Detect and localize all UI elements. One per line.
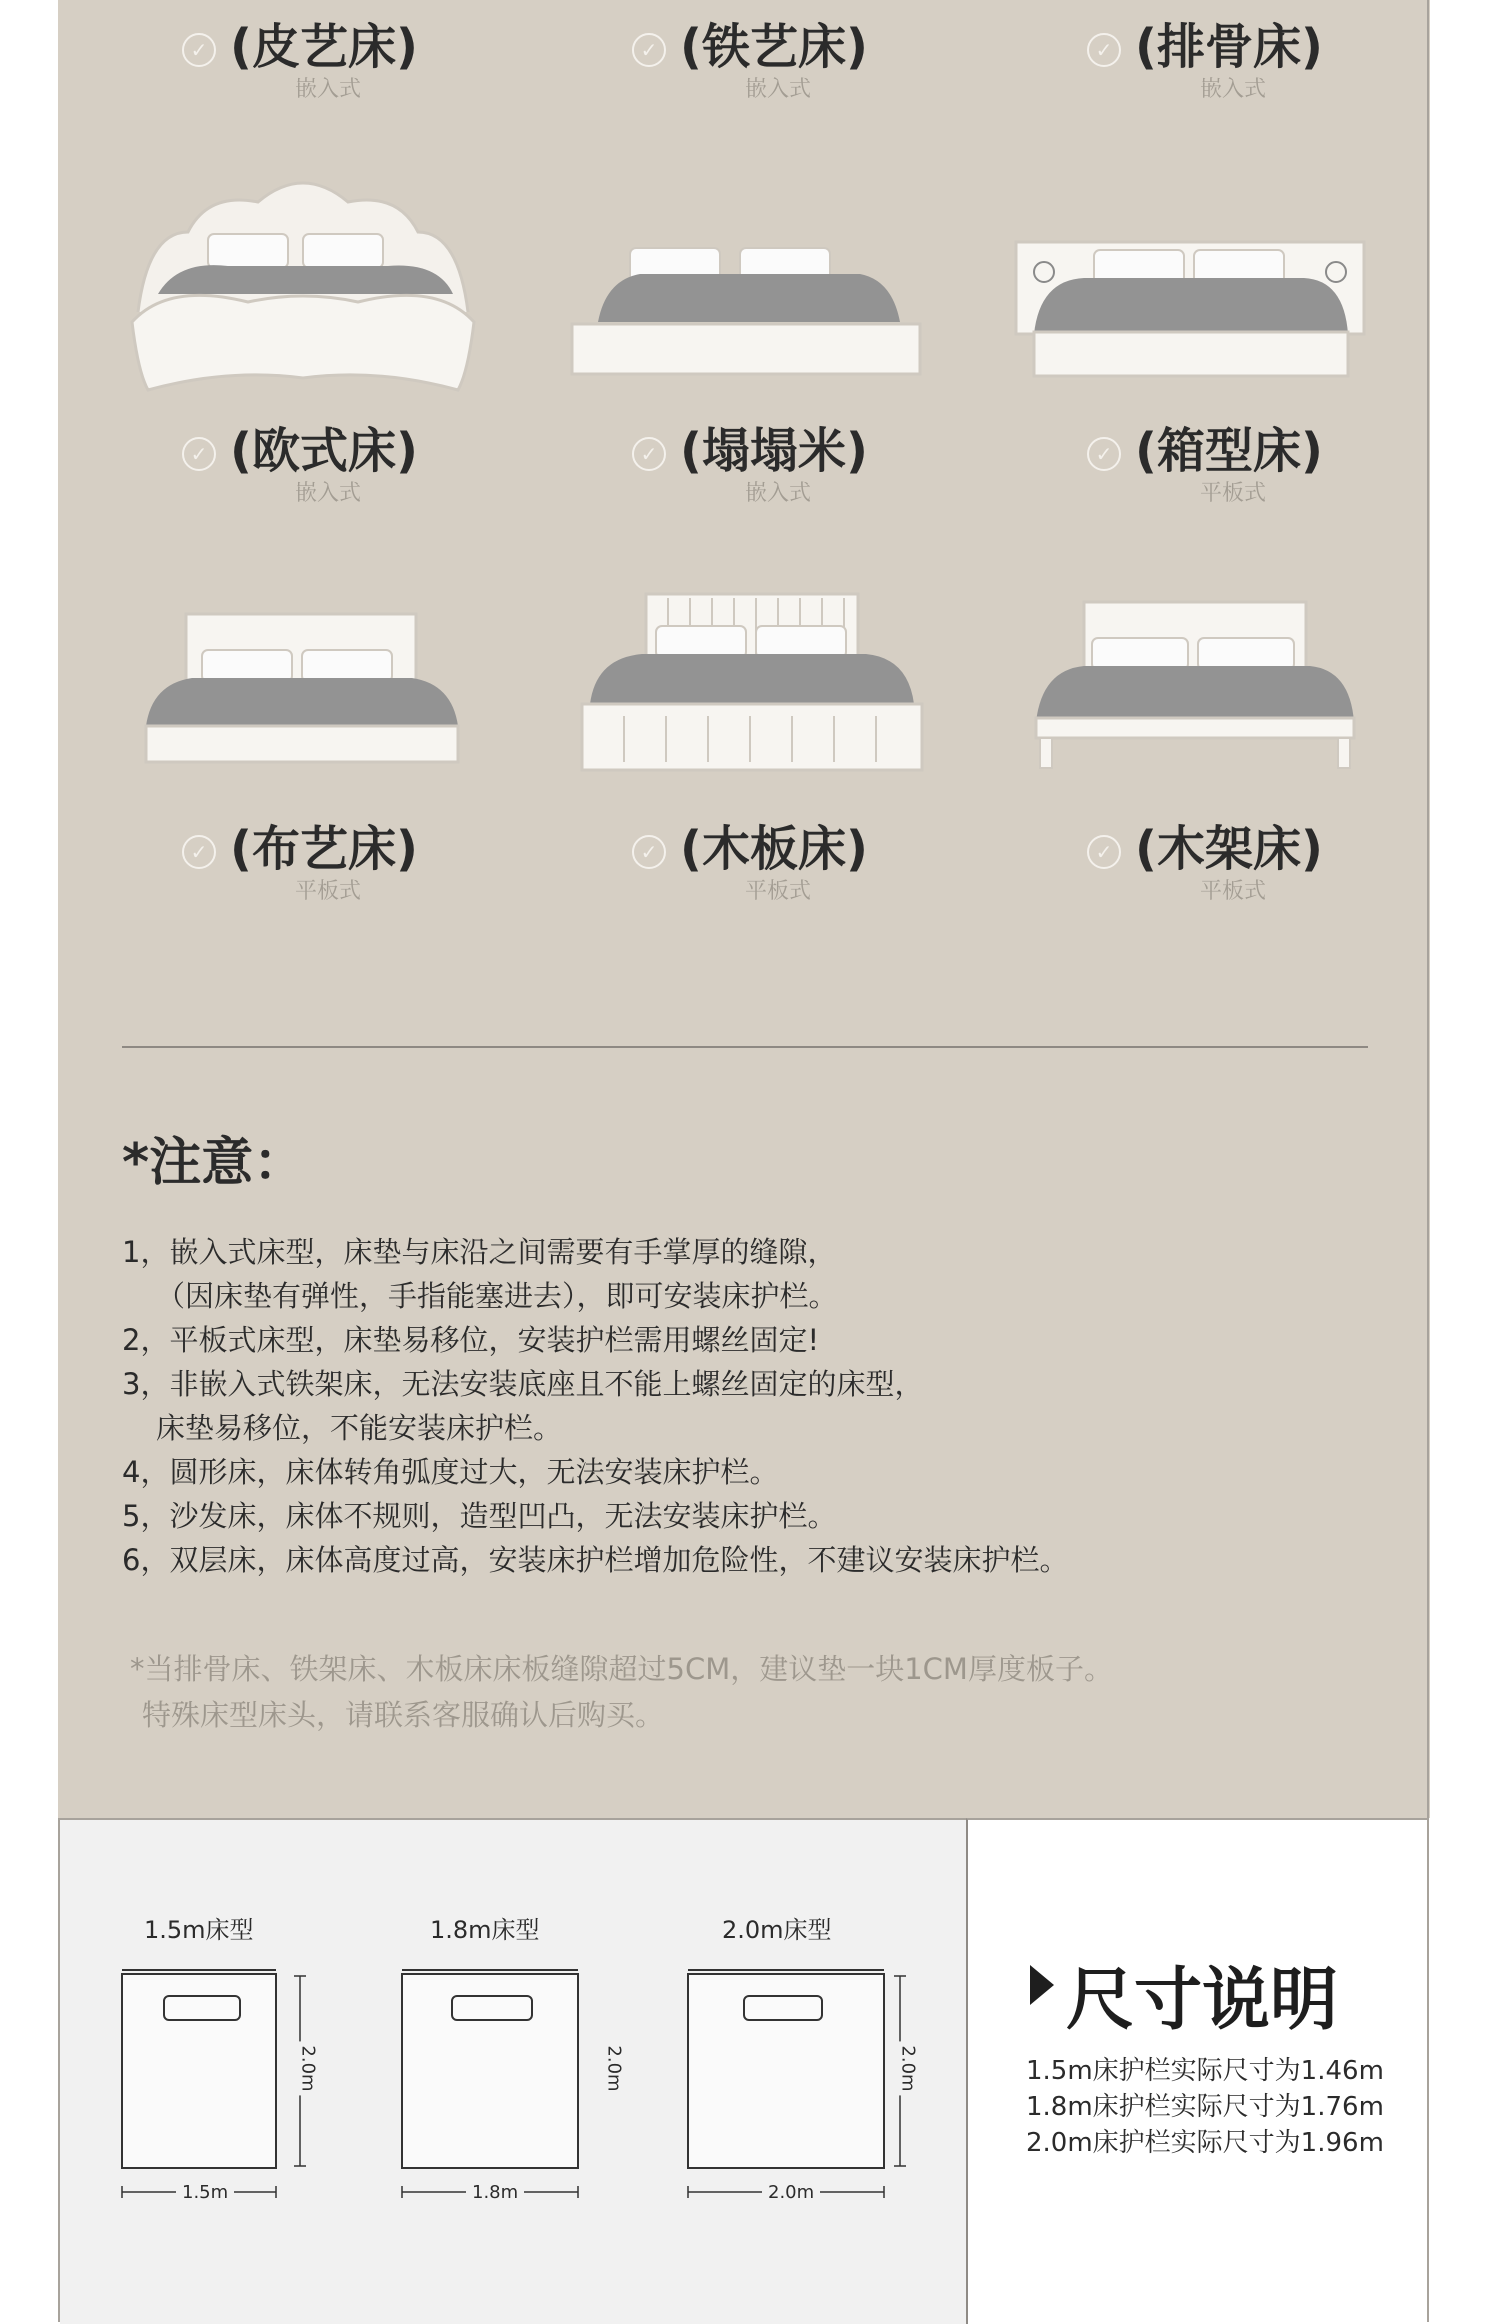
size-spec-line: 1.5m床护栏实际尺寸为1.46m (1026, 2056, 1384, 2086)
check-circle-icon: ✓ (632, 835, 666, 869)
size-spec-line: 1.8m床护栏实际尺寸为1.76m (1026, 2092, 1384, 2122)
tip-line: *当排骨床、铁架床、木板床床板缝隙超过5CM，建议垫一块1CM厚度板子。 (130, 1652, 1113, 1686)
bed-name: ✓ (箱型床) (995, 412, 1415, 481)
size-label-1-8: 1.8m床型 (430, 1916, 540, 1944)
check-circle-icon: ✓ (1087, 835, 1121, 869)
play-triangle-icon (1030, 1965, 1054, 2005)
bed-style: 平板式 (1199, 879, 1266, 904)
wood-frame-bed-illustration (1030, 598, 1360, 778)
notice-line: 3，非嵌入式铁架床，无法安装底座且不能上螺丝固定的床型， (122, 1367, 924, 1401)
tatami-bed-illustration (570, 240, 922, 380)
european-bed-illustration (128, 172, 480, 402)
notice-list (122, 1230, 1068, 1582)
notice-line: 4，圆形床，床体转角弧度过大，无法安装床护栏。 (122, 1455, 779, 1489)
size-diagram-2-0 (684, 1966, 914, 2206)
box-bed-illustration (1014, 240, 1366, 380)
width-dim-2-0: 2.0m (762, 2182, 820, 2203)
length-dim-2-0: 2.0m (898, 2041, 919, 2095)
notice-line: 床垫易移位，不能安装床护栏。 (156, 1411, 563, 1445)
right-border (1427, 0, 1429, 2322)
wood-board-bed-illustration (576, 592, 928, 782)
check-circle-icon: ✓ (182, 835, 216, 869)
bed-style: 平板式 (1199, 481, 1266, 506)
width-dim-1-8: 1.8m (466, 2182, 524, 2203)
check-circle-icon: ✓ (632, 33, 666, 67)
notice-tip (130, 1646, 1113, 1738)
bed-style: 平板式 (294, 879, 361, 904)
bed-style: 嵌入式 (294, 481, 361, 506)
size-spec-line: 2.0m床护栏实际尺寸为1.96m (1026, 2128, 1384, 2158)
bed-card-wood-frame (995, 802, 1415, 1202)
notice-line: 5，沙发床，床体不规则，造型凹凸，无法安装床护栏。 (122, 1499, 837, 1533)
bed-style: 嵌入式 (294, 77, 361, 102)
bed-name: ✓ (铁艺床) (540, 8, 960, 77)
notice-title: *注意： (122, 1133, 306, 1193)
check-circle-icon: ✓ (182, 437, 216, 471)
length-dim-1-8: 2.0m (604, 2041, 625, 2095)
notice-line: 2，平板式床型，床垫易移位，安装护栏需用螺丝固定! (122, 1323, 820, 1357)
size-label-2-0: 2.0m床型 (722, 1916, 832, 1944)
bed-style: 嵌入式 (744, 77, 811, 102)
bed-style: 嵌入式 (744, 481, 811, 506)
check-circle-icon: ✓ (632, 437, 666, 471)
section-divider (122, 1046, 1368, 1048)
bed-name: ✓ (塌塌米) (540, 412, 960, 481)
notice-line: 1，嵌入式床型，床垫与床沿之间需要有手掌厚的缝隙， (122, 1235, 837, 1269)
bed-name: ✓ (木架床) (995, 810, 1415, 879)
tip-line: 特殊床型床头，请联系客服确认后购买。 (142, 1698, 665, 1732)
length-dim-1-5: 2.0m (298, 2041, 319, 2095)
bed-name: ✓ (皮艺床) (90, 8, 510, 77)
bed-name: ✓ (欧式床) (90, 412, 510, 481)
bed-name: ✓ (木板床) (540, 810, 960, 879)
notice-line: 6，双层床，床体高度过高，安装床护栏增加危险性，不建议安装床护栏。 (122, 1543, 1069, 1577)
fabric-bed-illustration (142, 610, 462, 770)
left-border (58, 1818, 60, 2322)
size-diagram-1-8 (398, 1966, 598, 2206)
check-circle-icon: ✓ (182, 33, 216, 67)
size-title: 尺寸说明 (1066, 1961, 1339, 2040)
width-dim-1-5: 1.5m (176, 2182, 234, 2203)
bed-style: 嵌入式 (1199, 77, 1266, 102)
bed-style: 平板式 (744, 879, 811, 904)
bed-name: ✓ (布艺床) (90, 810, 510, 879)
check-circle-icon: ✓ (1087, 437, 1121, 471)
size-diagram-1-5 (118, 1966, 318, 2206)
bed-name: ✓ (排骨床) (995, 8, 1415, 77)
check-circle-icon: ✓ (1087, 33, 1121, 67)
notice-line: （因床垫有弹性，手指能塞进去），即可安装床护栏。 (156, 1279, 838, 1313)
size-label-1-5: 1.5m床型 (144, 1916, 254, 1944)
bed-card-wood-board (540, 802, 960, 1202)
